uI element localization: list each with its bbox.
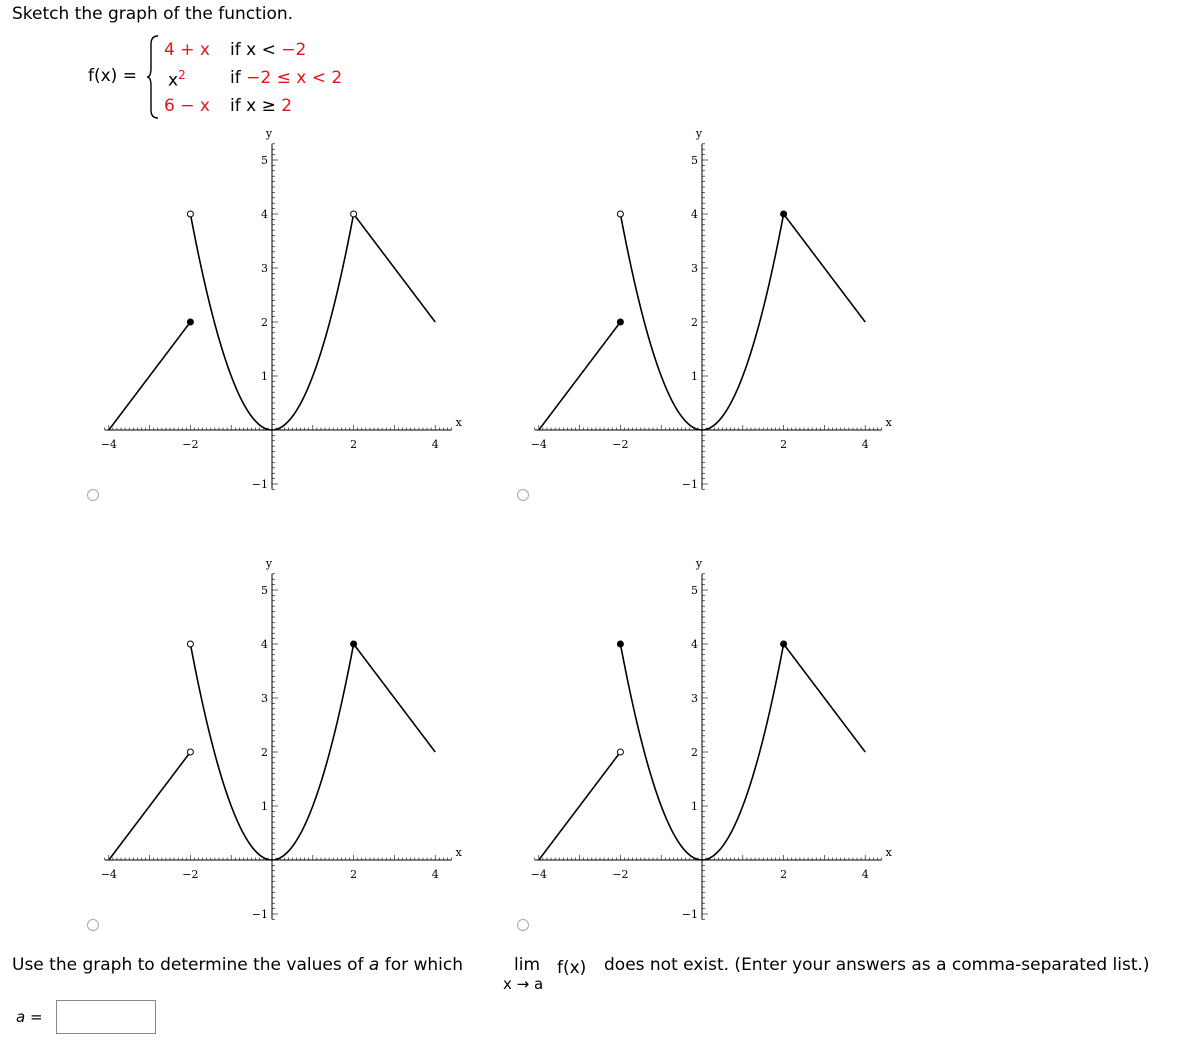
radio-option-4[interactable]: [517, 919, 529, 931]
x-axis-label: x: [455, 416, 462, 429]
case-2-expr: x: [168, 70, 179, 91]
y-tick-label: −1: [251, 478, 268, 491]
y-axis-label: y: [265, 127, 273, 141]
y-tick-label: 5: [261, 584, 268, 597]
x-tick-label: −2: [612, 868, 629, 881]
x-tick-label: 4: [431, 438, 439, 451]
closed-endpoint: [617, 319, 623, 325]
open-endpoint: [187, 211, 193, 217]
x-axis-label: x: [885, 416, 892, 429]
graph-svg: [90, 128, 530, 508]
x-tick-label: 2: [350, 868, 358, 881]
open-endpoint: [617, 211, 623, 217]
case-1-expr: 4 + x: [164, 40, 210, 60]
y-axis-label: y: [695, 557, 703, 571]
x-tick-label: −4: [100, 868, 117, 881]
left-brace-icon: [146, 34, 160, 120]
closed-endpoint: [781, 211, 787, 217]
open-endpoint: [351, 211, 357, 217]
x-tick-label: −2: [182, 868, 199, 881]
case-1: [164, 40, 210, 60]
x-tick-label: 4: [861, 868, 869, 881]
y-tick-label: 5: [691, 584, 698, 597]
y-tick-label: 4: [261, 638, 268, 651]
y-tick-label: −1: [681, 478, 698, 491]
open-endpoint: [187, 641, 193, 647]
y-tick-label: 4: [691, 638, 698, 651]
case-3-condition: if x ≥ 2: [230, 96, 293, 116]
x-tick-label: −2: [182, 438, 199, 451]
case-2: $x^2$: [168, 68, 186, 91]
case-1-condition: if x < −2: [230, 40, 307, 60]
y-axis-label: y: [265, 557, 273, 571]
curve-piece: [784, 214, 866, 322]
curve-piece: [109, 752, 191, 860]
curve-piece: [354, 644, 436, 752]
curve-piece: [109, 322, 191, 430]
open-endpoint: [617, 749, 623, 755]
x-tick-label: −4: [530, 868, 547, 881]
y-tick-label: 4: [691, 208, 698, 221]
y-tick-label: 2: [691, 746, 698, 759]
y-tick-label: 3: [691, 262, 698, 275]
closed-endpoint: [351, 641, 357, 647]
curve-piece: [784, 644, 866, 752]
x-tick-label: 2: [350, 438, 358, 451]
prompt-text: Sketch the graph of the function.: [12, 4, 294, 24]
graph-option-4: [520, 558, 960, 938]
x-axis-label: x: [885, 846, 892, 859]
graph-svg: [520, 128, 960, 508]
answer-input[interactable]: [56, 1000, 156, 1034]
answer-label: a =: [16, 1008, 43, 1026]
open-endpoint: [187, 749, 193, 755]
y-tick-label: 1: [261, 800, 268, 813]
x-axis-label: x: [455, 846, 462, 859]
graph-option-1: [90, 128, 530, 508]
x-tick-label: 2: [780, 868, 788, 881]
x-tick-label: −2: [612, 438, 629, 451]
radio-option-1[interactable]: [87, 489, 99, 501]
x-tick-label: 4: [431, 868, 439, 881]
y-tick-label: 2: [261, 746, 268, 759]
case-3-expr: 6 − x: [164, 96, 210, 116]
y-tick-label: 1: [691, 800, 698, 813]
x-tick-label: −4: [530, 438, 547, 451]
y-tick-label: 1: [261, 370, 268, 383]
case-2-condition: if −2 ≤ x < 2: [230, 68, 343, 88]
curve-piece: [539, 752, 621, 860]
question-text-end: does not exist. (Enter your answers as a comma-separated list.): [604, 955, 1150, 975]
case-3: [164, 96, 210, 116]
x-tick-label: −4: [100, 438, 117, 451]
x-tick-label: 2: [780, 438, 788, 451]
graph-svg: [90, 558, 530, 938]
y-tick-label: 5: [691, 154, 698, 167]
y-tick-label: 4: [261, 208, 268, 221]
function-lhs: f(x) =: [88, 66, 137, 86]
closed-endpoint: [187, 319, 193, 325]
y-axis-label: y: [695, 127, 703, 141]
radio-option-3[interactable]: [87, 919, 99, 931]
curve-piece: [539, 322, 621, 430]
y-tick-label: 3: [261, 262, 268, 275]
question-text: Use the graph to determine the values of a for which: [12, 955, 464, 975]
y-tick-label: −1: [681, 908, 698, 921]
y-tick-label: 1: [691, 370, 698, 383]
closed-endpoint: [617, 641, 623, 647]
radio-option-2[interactable]: [517, 489, 529, 501]
y-tick-label: 2: [691, 316, 698, 329]
y-tick-label: 3: [261, 692, 268, 705]
graph-option-2: [520, 128, 960, 508]
graph-option-3: [90, 558, 530, 938]
y-tick-label: 2: [261, 316, 268, 329]
y-tick-label: −1: [251, 908, 268, 921]
curve-piece: [354, 214, 436, 322]
y-tick-label: 5: [261, 154, 268, 167]
graph-svg: [520, 558, 960, 938]
y-tick-label: 3: [691, 692, 698, 705]
x-tick-label: 4: [861, 438, 869, 451]
closed-endpoint: [781, 641, 787, 647]
